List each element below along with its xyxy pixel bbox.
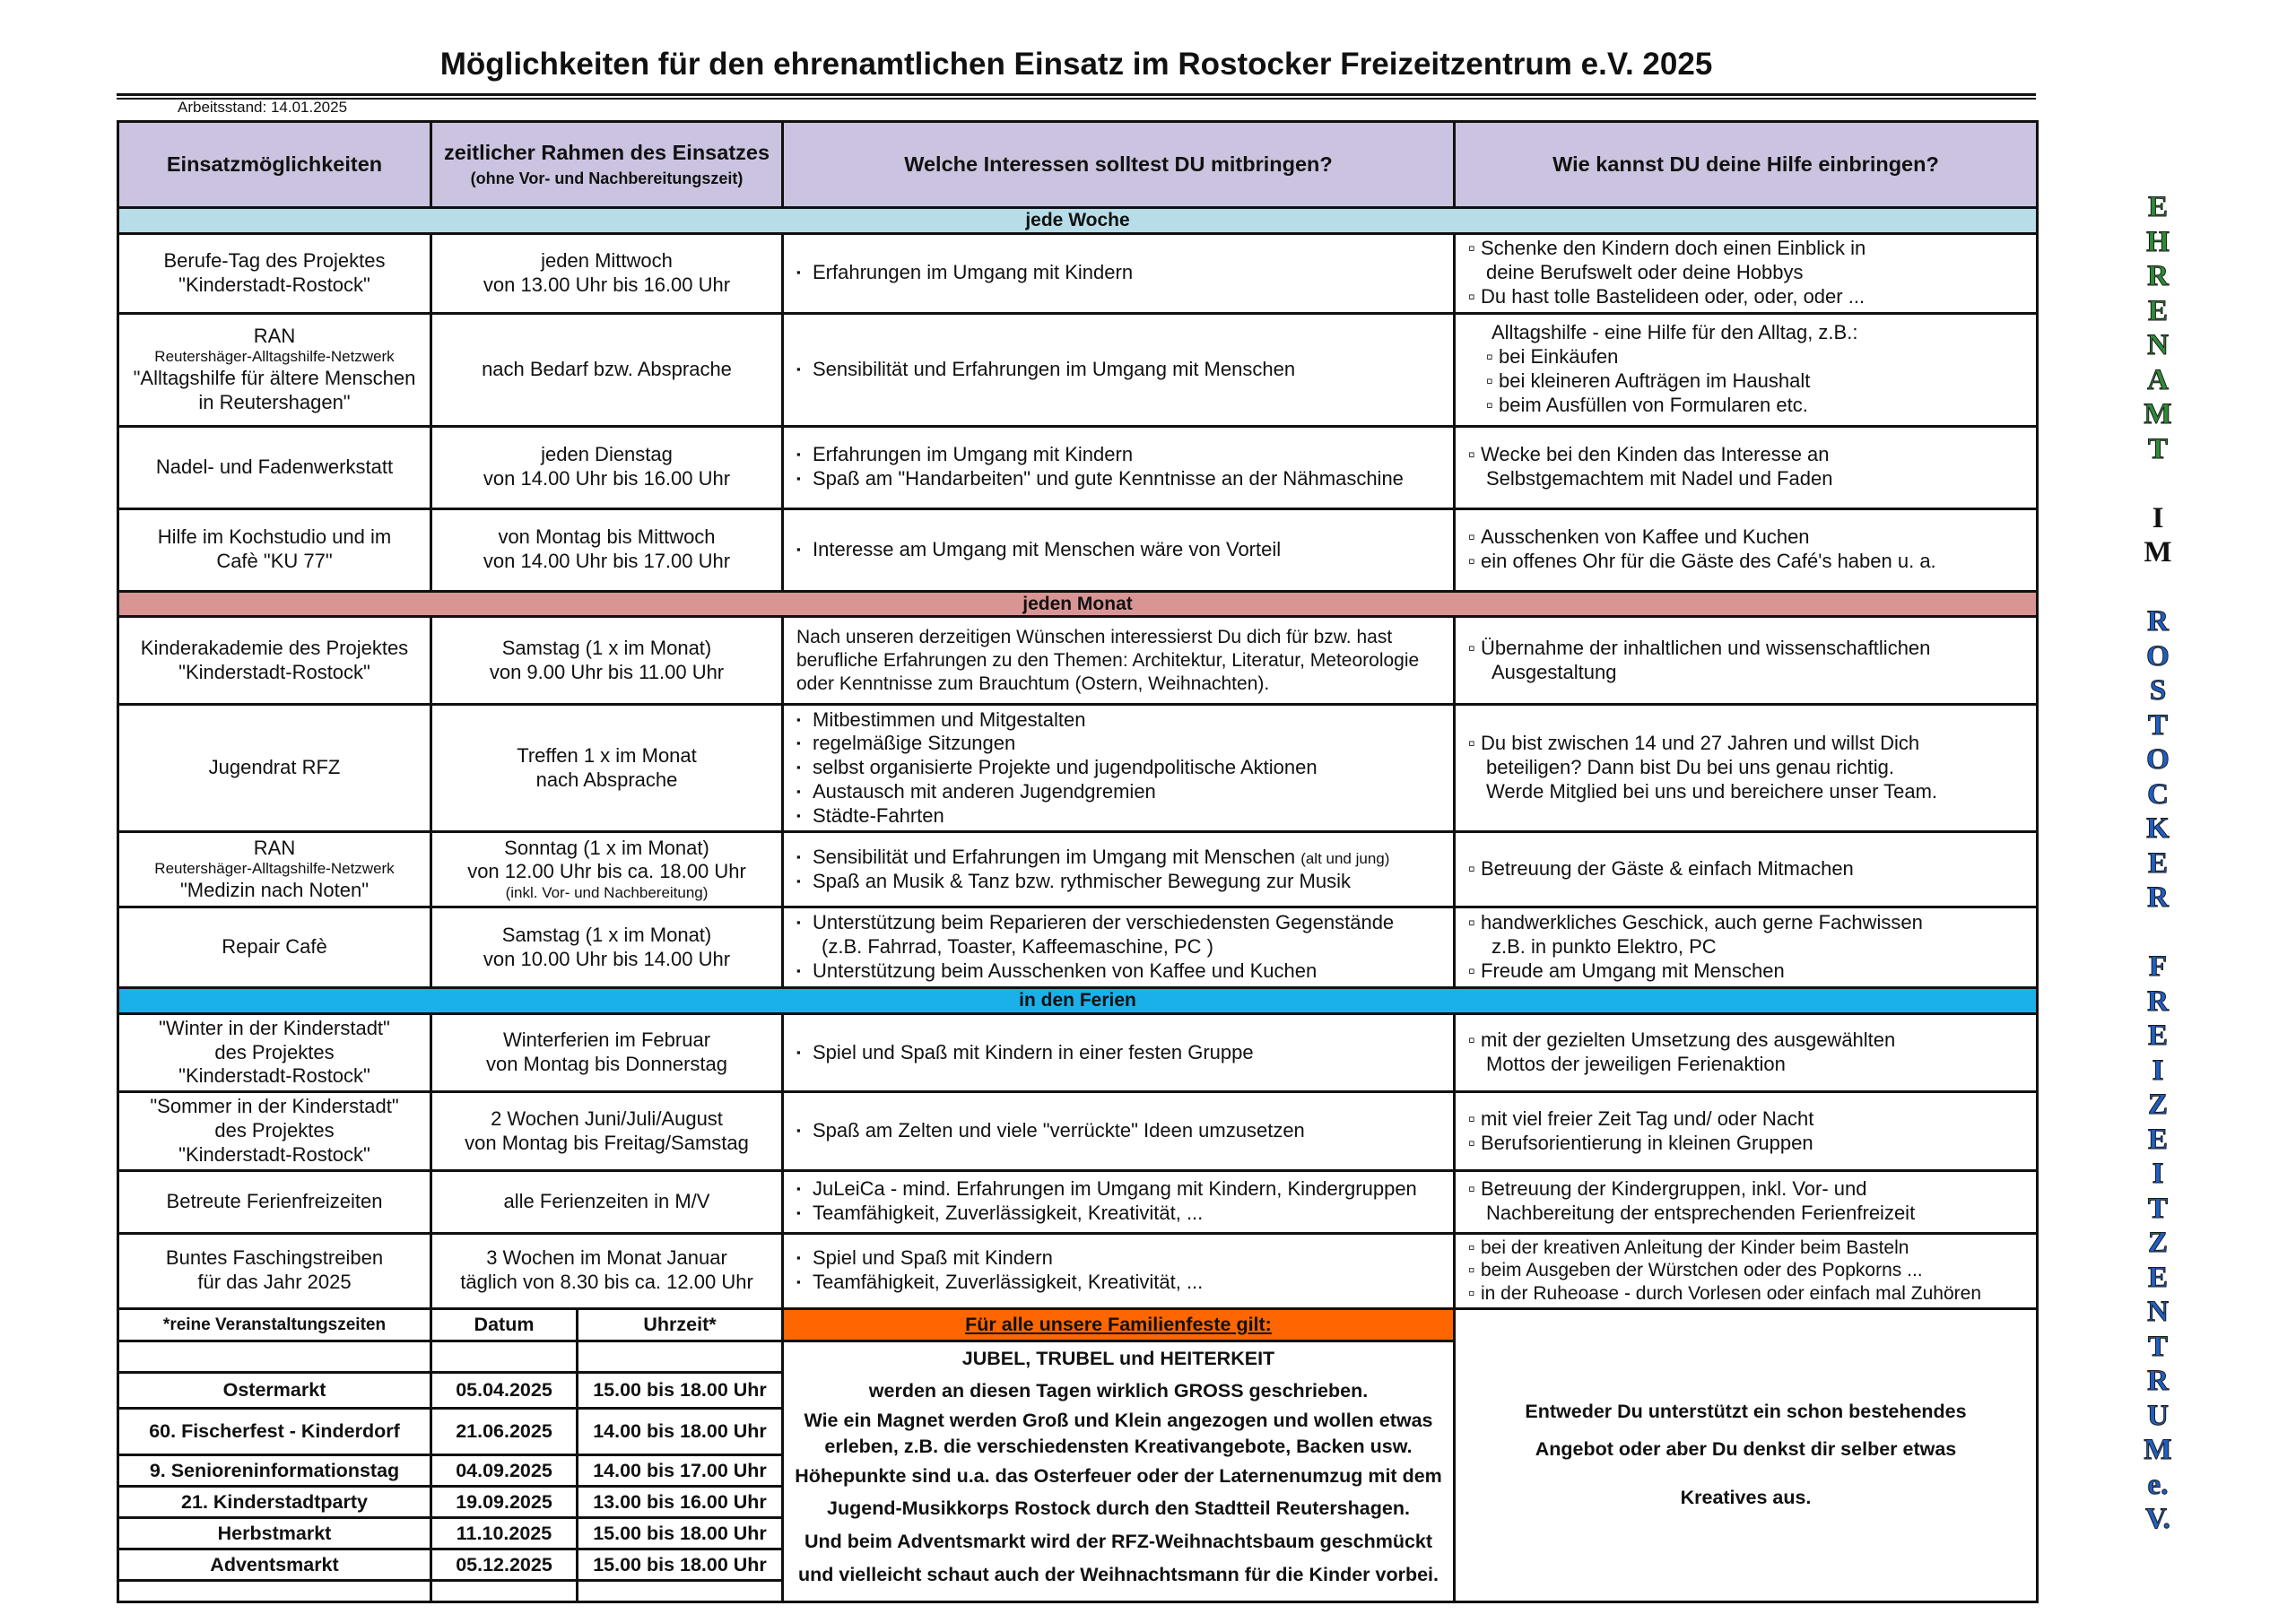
table-row: Betreute Ferienfreizeiten alle Ferienzeiten in M/V ▪ JuLeiCa - mind. Erfahrungen im Umgang mit Kindern, Kindergruppen ▪ Teamfähigkeit, Zuverlässigkeit, Kreativität, ... ▫ Betreuung der Kindergruppen, inkl. Vor- und Nachbereitung der entsprechenden Ferienfreizeit [118, 1170, 2038, 1233]
header-hilfe: Wie kannst DU deine Hilfe einbringen? [1455, 122, 2038, 208]
event-row: 60. Fischerfest - Kinderdorf 21.06.2025 14.00 bis 18.00 Uhr [118, 1408, 2038, 1454]
vertical-letter: O [2146, 743, 2170, 776]
vertical-letter: O [2146, 639, 2170, 673]
table-row: Berufe-Tag des Projektes "Kinderstadt-Rostock" jeden Mittwoch von 13.00 Uhr bis 16.00 Uhr ▪ Erfahrungen im Umgang mit Kindern ▫ Schenke den Kindern doch einen Einblick in deine Berufswelt oder deine Hobbys ▫ Du hast tolle Bastelideen oder, oder, oder ... [118, 233, 2038, 313]
vertical-letter: I [2152, 1054, 2164, 1087]
vertical-letter: H [2146, 225, 2170, 258]
table-row: Jugendrat RFZ Treffen 1 x im Monat nach Absprache ▪ Mitbestimmen und Mitgestalten ▪ regelmäßige Sitzungen ▪ selbst organisierte Projekte und jugendpolitische Aktionen ▪ Austausch mit anderen Jugendgremien ▪ Städte-Fahrten ▫ Du bist zwischen 14 und 27 Jahren und willst Dich beteiligen? Dann bist Du bei uns genau richtig. Werde Mitglied bei uns und bereichere unser Team. [118, 705, 2038, 832]
vertical-letter: S [2149, 674, 2167, 707]
event-row: Ostermarkt 05.04.2025 15.00 bis 18.00 Uhr [118, 1372, 2038, 1408]
event-row: 9. Senioreninformationstag 04.09.2025 14.00 bis 17.00 Uhr [118, 1454, 2038, 1486]
vertical-letter: T [2147, 432, 2168, 465]
event-row: Herbstmarkt 11.10.2025 15.00 bis 18.00 Uhr [118, 1517, 2038, 1549]
vertical-letter: I [2152, 1158, 2164, 1190]
table-row: RAN Reutershäger-Alltagshilfe-Netzwerk "Medizin nach Noten" Sonntag (1 x im Monat) von 12.00 Uhr bis ca. 18.00 Uhr (inkl. Vor- und Nachbereitung) ▪ Sensibilität und Erfahrungen im Umgang mit Menschen (alt und jung) ▪ Spaß an Musik & Tanz bzw. rythmischer Bewegung zur Musik ▫ Betreuung der Gäste & einfach Mitmachen [118, 832, 2038, 907]
events-help-text: Entweder Du unterstützt ein schon bestehendes Angebot oder aber Du denkst dir selber etwas Kreatives aus. [1455, 1308, 2038, 1601]
table-row: Buntes Faschingstreiben für das Jahr 2025 3 Wochen im Monat Januar täglich von 8.30 bis ca. 12.00 Uhr ▪ Spiel und Spaß mit Kindern ▪ Teamfähigkeit, Zuverlässigkeit, Kreativität, ... ▫ bei der kreativen Anleitung der Kinder beim Basteln ▫ beim Ausgeben der Würstchen oder des Popkorns ... ▫ in der Ruheoase - durch Vorlesen oder einfach mal Zuhören [118, 1233, 2038, 1308]
vertical-letter: A [2147, 363, 2169, 396]
vertical-letter: F [2148, 950, 2168, 983]
vertical-letter: N [2147, 329, 2169, 361]
vertical-letter: C [2147, 777, 2169, 811]
vertical-title [2133, 190, 2183, 1537]
volunteer-table [117, 120, 2039, 1603]
vertical-letter: M [2144, 536, 2172, 568]
vertical-letter: R [2147, 260, 2169, 292]
table-row: Nadel- und Fadenwerkstatt jeden Dienstag von 14.00 Uhr bis 16.00 Uhr ▪ Erfahrungen im Umgang mit Kindern ▪ Spaß am "Handarbeiten" und gute Kenntnisse an der Nähmaschine ▫ Wecke bei den Kinden das Interesse an Selbstgemachtem mit Nadel und Faden [118, 426, 2038, 508]
vertical-letter: E [2147, 1123, 2168, 1156]
vertical-letter [2133, 466, 2183, 501]
vertical-letter: U [2147, 1399, 2169, 1432]
vertical-letter: R [2147, 1365, 2169, 1397]
section-row: jeden Monat [118, 591, 2038, 617]
vertical-letter: E [2147, 1261, 2168, 1294]
table-row: "Winter in der Kinderstadt" des Projektes "Kinderstadt-Rostock" Winterferien im Februar von Montag bis Donnerstag ▪ Spiel und Spaß mit Kindern in einer festen Gruppe ▫ mit der gezielten Umsetzung des ausgewählten Mottos der jeweiligen Ferienaktion [118, 1013, 2038, 1091]
event-row: Adventsmarkt 05.12.2025 15.00 bis 18.00 Uhr [118, 1549, 2038, 1580]
vertical-letter: E [2147, 191, 2168, 223]
table-row: Kinderakademie des Projektes "Kinderstadt-Rostock" Samstag (1 x im Monat) von 9.00 Uhr bis 11.00 Uhr Nach unseren derzeitigen Wünschen interessierst Du dich für bzw. hast berufliche Erfahrungen zu den Themen: Architektur, Literatur, Meteorologie oder Kenntnisse zum Brauchtum (Ostern, Weihnachten). ▫ Übernahme der inhaltlichen und wissenschaftlichen Ausgestaltung [118, 617, 2038, 705]
vertical-letter: R [2147, 881, 2169, 914]
event-row: 21. Kinderstadtparty 19.09.2025 13.00 bis 16.00 Uhr [118, 1486, 2038, 1517]
status-date: Arbeitsstand: 14.01.2025 [178, 99, 348, 116]
family-text: JUBEL, TRUBEL und HEITERKEIT werden an diesen Tagen wirklich GROSS geschrieben. Wie ein Magnet werden Groß und Klein angezogen und wollen etwas erleben, z.B. die verschiedensten Kreativangebote, Backen usw. Höhepunkte sind u.a. das Osterfeuer oder der Laternenumzug mit dem Jugend-Musikkorps Rostock durch den Stadtteil Reutershagen. Und beim Adventsmarkt wird der RFZ-Weihnachtsbaum geschmückt und vielleicht schaut auch der Weihnachtsmann für die Kinder vorbei. [783, 1341, 1455, 1601]
vertical-letter: I [2152, 501, 2164, 534]
vertical-letter: M [2144, 398, 2172, 430]
title-rule-top [117, 93, 2036, 96]
table-row: Repair Cafè Samstag (1 x im Monat) von 10.00 Uhr bis 14.00 Uhr ▪ Unterstützung beim Reparieren der verschiedensten Gegenstände (z.B. Fahrrad, Toaster, Kaffeemaschine, PC ) ▪ Unterstützung beim Ausschenken von Kaffee und Kuchen ▫ handwerkliches Geschick, auch gerne Fachwissen z.B. in punkto Elektro, PC ▫ Freude am Umgang mit Menschen [118, 907, 2038, 988]
vertical-letter: e. [2147, 1468, 2169, 1501]
vertical-letter: N [2147, 1296, 2169, 1328]
events-header-row: *reine Veranstaltungszeiten Datum Uhrzeit* Für alle unsere Familienfeste gilt: Entweder Du unterstützt ein schon bestehendes Angebot oder aber Du denkst dir selber etwas Kreatives aus. [118, 1308, 2038, 1341]
vertical-letter: R [2147, 985, 2169, 1018]
vertical-letter: Z [2147, 1227, 2168, 1259]
vertical-letter: T [2147, 1192, 2168, 1225]
table-row: RAN Reutershäger-Alltagshilfe-Netzwerk "Alltagshilfe für ältere Menschen in Reutershagen" nach Bedarf bzw. Absprache ▪ Sensibilität und Erfahrungen im Umgang mit Menschen Alltagshilfe - eine Hilfe für den Alltag, z.B.: ▫ bei Einkäufen ▫ bei kleineren Aufträgen im Haushalt ▫ beim Ausfüllen von Formularen etc. [118, 313, 2038, 426]
vertical-letter [2133, 570, 2183, 605]
vertical-letter: E [2147, 1020, 2168, 1052]
section-row: in den Ferien [118, 988, 2038, 1014]
vertical-letter: E [2147, 294, 2168, 327]
family-header: Für alle unsere Familienfeste gilt: [783, 1308, 1455, 1341]
vertical-letter: K [2146, 812, 2170, 845]
vertical-letter [2133, 916, 2183, 950]
vertical-letter: V. [2145, 1503, 2170, 1535]
title-rule-bottom [117, 98, 2036, 100]
table-row: Hilfe im Kochstudio und im Cafè "KU 77" von Montag bis Mittwoch von 14.00 Uhr bis 17.00 Uhr ▪ Interesse am Umgang mit Menschen wäre von Vorteil ▫ Ausschenken von Kaffee und Kuchen ▫ ein offenes Ohr für die Gäste des Café's haben u. a. [118, 508, 2038, 591]
table-row: "Sommer in der Kinderstadt" des Projektes "Kinderstadt-Rostock" 2 Wochen Juni/Juli/August von Montag bis Freitag/Samstag ▪ Spaß am Zelten und viele "verrückte" Ideen umzusetzen ▫ mit viel freier Zeit Tag und/ oder Nacht ▫ Berufsorientierung in kleinen Gruppen [118, 1092, 2038, 1170]
vertical-letter: T [2147, 708, 2168, 742]
vertical-letter: E [2147, 846, 2168, 880]
table-header-row [118, 122, 2038, 208]
section-row: jede Woche [118, 208, 2038, 234]
vertical-letter: R [2147, 605, 2169, 638]
vertical-letter: T [2147, 1330, 2168, 1363]
header-interessen: Welche Interessen solltest DU mitbringen? [783, 122, 1455, 208]
page-title: Möglichkeiten für den ehrenamtlichen Einsatz im Rostocker Freizeitzentrum e.V. 2025 [439, 47, 1713, 82]
header-einsatz: Einsatzmöglichkeiten [118, 122, 431, 208]
vertical-letter: Z [2147, 1089, 2168, 1121]
vertical-letter: M [2144, 1434, 2172, 1466]
header-zeit: zeitlicher Rahmen des Einsatzes (ohne Vor- und Nachbereitungszeit) [431, 122, 783, 208]
